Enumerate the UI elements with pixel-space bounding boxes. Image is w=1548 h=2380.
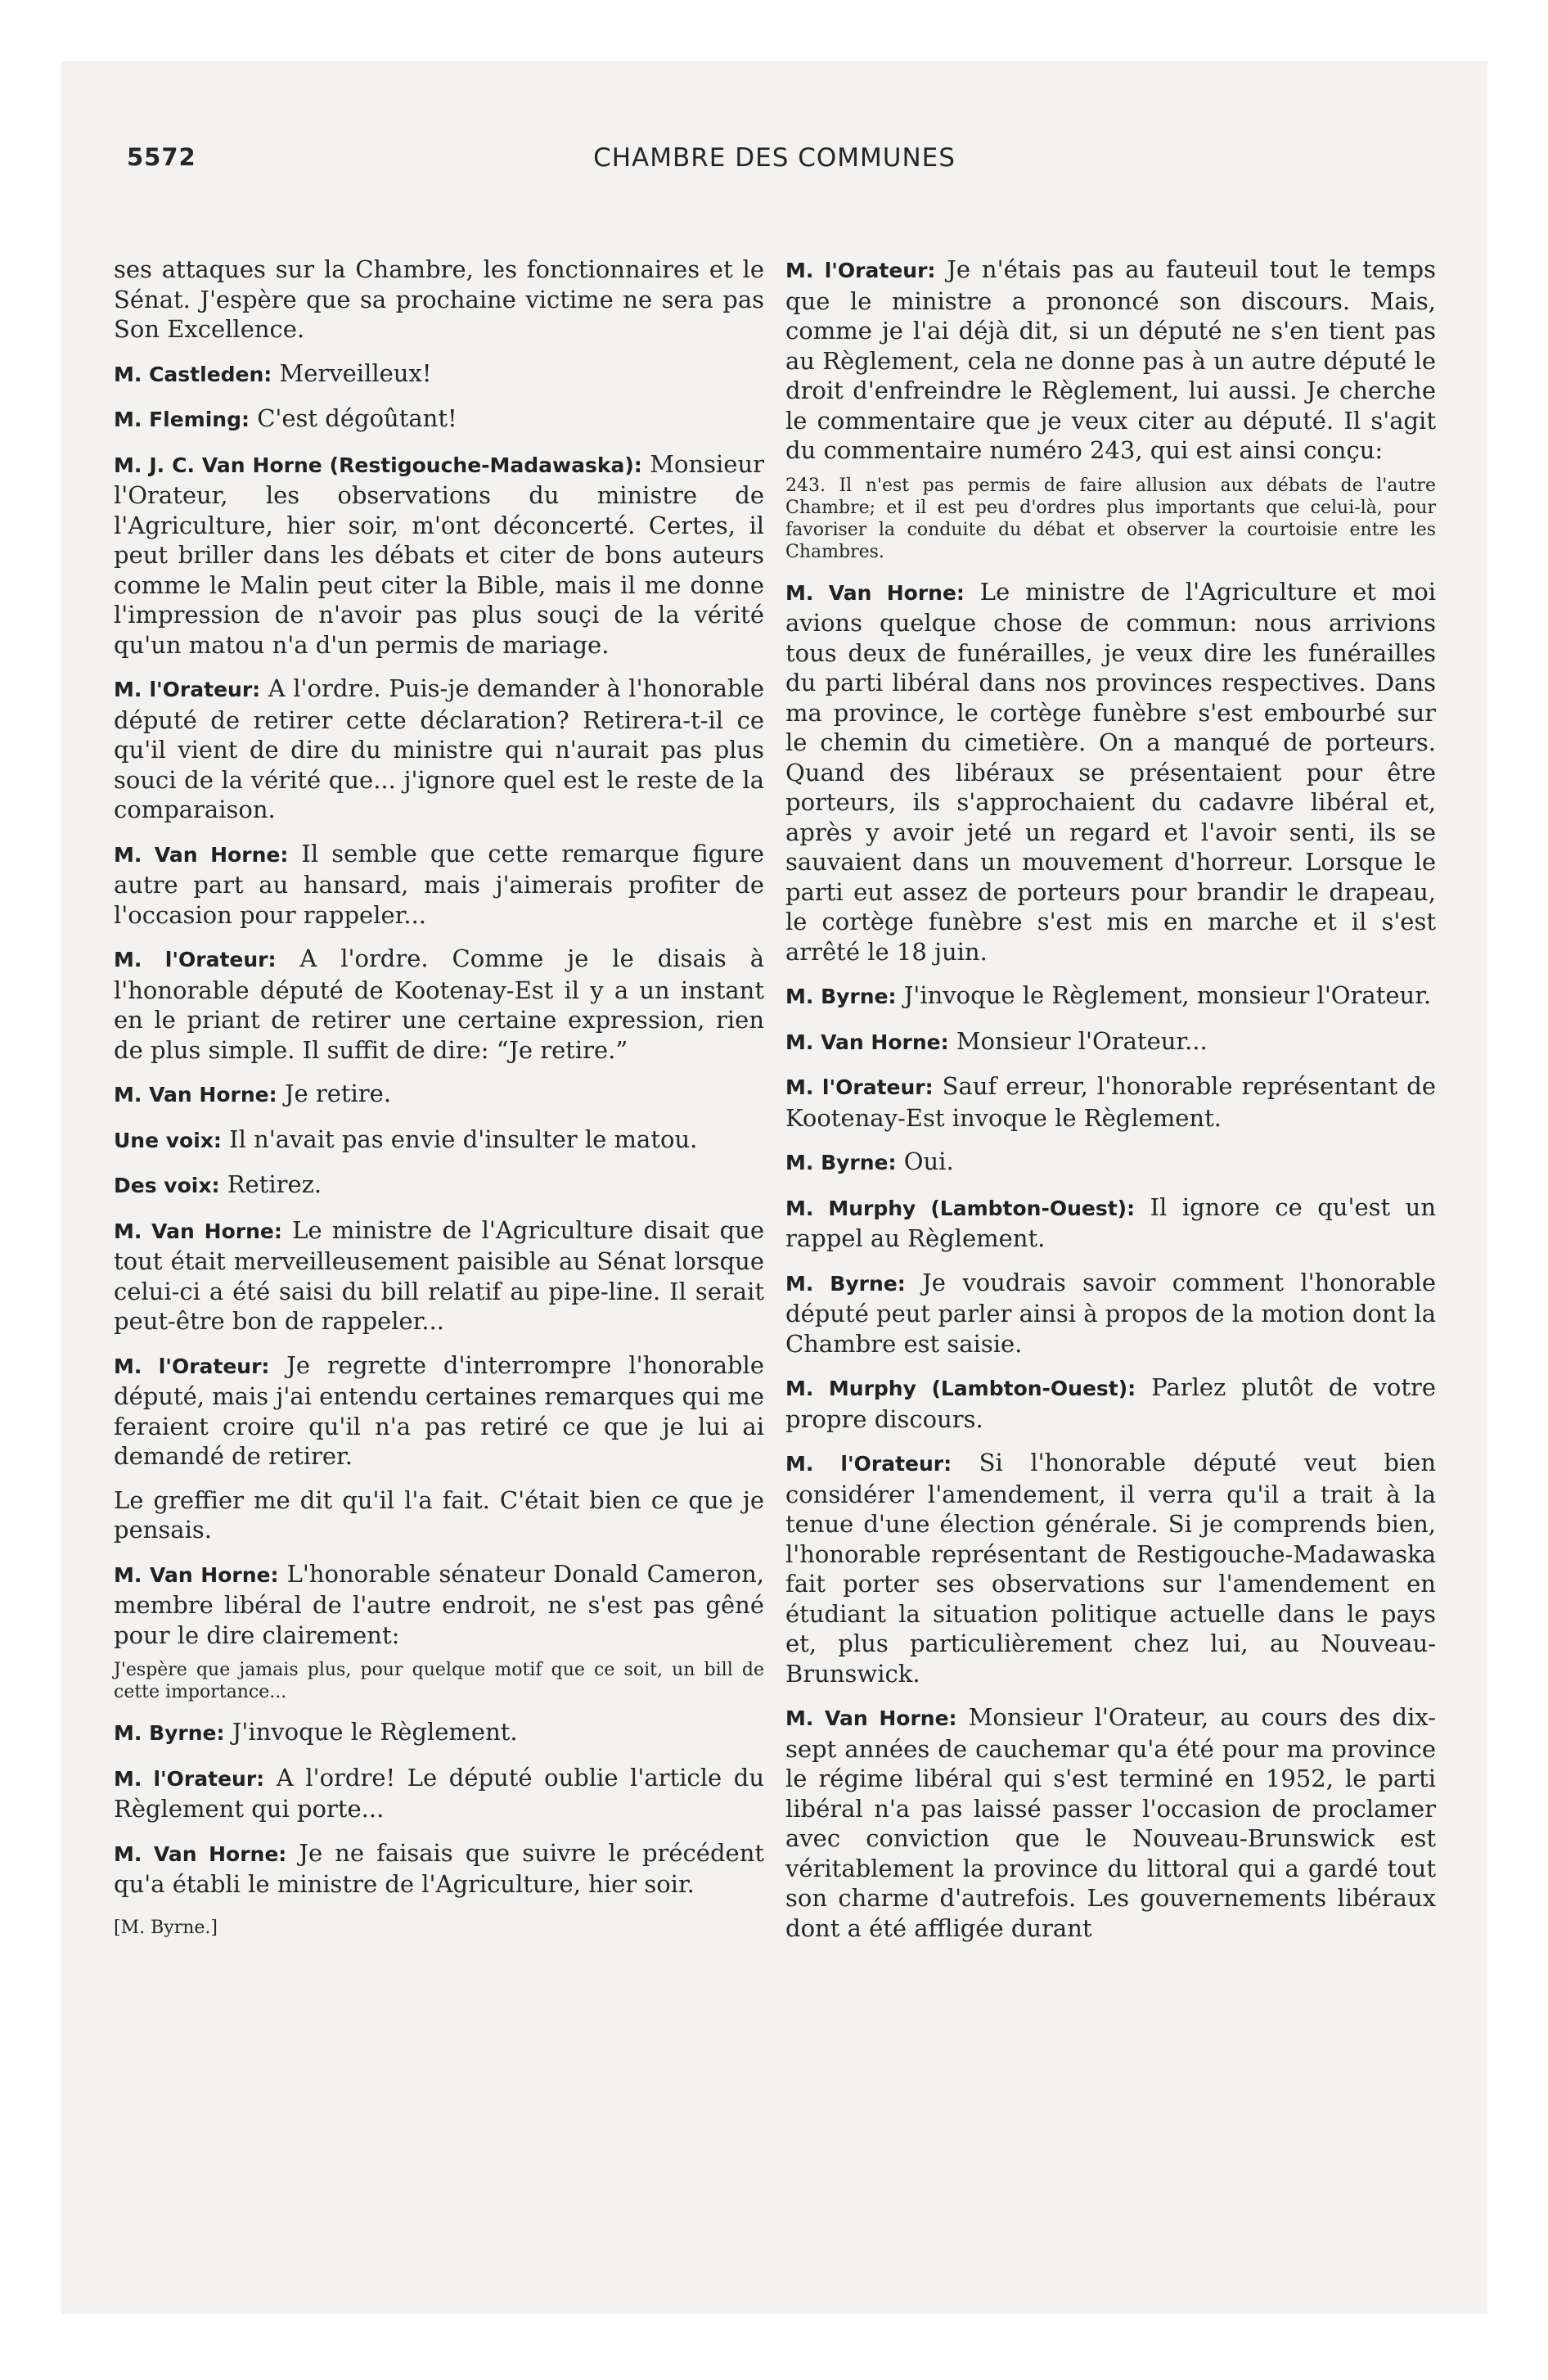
paragraph-text: Il ignore ce qu'est un rappel au Règlement. xyxy=(785,1192,1437,1252)
speaker-name: M. Van Horne: xyxy=(785,1030,949,1054)
paragraph-text: Oui. xyxy=(903,1147,954,1175)
paragraph-text: Retirez. xyxy=(227,1170,322,1198)
paragraph-text: Le greffier me dit qu'il l'a fait. C'était bien ce que je pensais. xyxy=(114,1485,764,1544)
paragraph xyxy=(114,1763,764,1824)
speaker-attribution: [M. Byrne.] xyxy=(114,1917,218,1938)
paragraph-text: ses attaques sur la Chambre, les fonctionnaires et le Sénat. J'espère que sa prochaine victime ne sera pas Son Excellence. xyxy=(114,255,764,343)
paragraph xyxy=(785,1026,1436,1058)
speaker-name: M. l'Orateur: xyxy=(785,259,936,282)
speaker-name: M. Van Horne: xyxy=(114,1219,282,1243)
paragraph-text: Il n'avait pas envie d'insulter le matou. xyxy=(229,1125,698,1153)
paragraph xyxy=(114,1485,764,1545)
speaker-name: M. Murphy (Lambton-Ouest): xyxy=(785,1196,1136,1220)
paragraph xyxy=(114,1215,764,1336)
speaker-name: M. Van Horne: xyxy=(114,842,289,867)
paragraph xyxy=(785,1147,1436,1179)
paragraph xyxy=(114,1717,764,1749)
paragraph-text: Monsieur l'Orateur, les observations du ministre de l'Agriculture, hier soir, m'ont déconcerté. Certes, il peut briller dans les débats et citer de bons auteurs comme le Malin peut citer la Bible, mais il me donne l'impression de n'avoir pas plus souçi de la vérité qu'un matou n'a d'un permis de mariage. xyxy=(114,449,764,659)
speaker-name: M. Byrne: xyxy=(785,1151,897,1174)
paragraph xyxy=(785,1702,1436,1943)
paragraph-text: A l'ordre. Puis-je demander à l'honorable député de retirer cette déclaration? Retirera-t-il ce qu'il vient de dire du ministre qui n'aurait pas plus souci de la vérité que... j'ignore quel est le reste de la comparaison. xyxy=(114,674,764,823)
quoted-passage xyxy=(785,475,1436,563)
speaker-name: M. l'Orateur: xyxy=(114,1354,270,1378)
speaker-name: M. l'Orateur: xyxy=(114,678,261,701)
paragraph xyxy=(114,1079,764,1111)
page-number: 5572 xyxy=(127,143,196,171)
paragraph xyxy=(114,255,764,345)
speaker-name: M. Van Horne: xyxy=(114,1083,277,1107)
paragraph-text: Je regrette d'interrompre l'honorable député, mais j'ai entendu certaines remarques qui me feraient croire qu'il n'a pas retiré ce que je lui ai demandé de retirer. xyxy=(114,1350,764,1470)
paragraph xyxy=(785,980,1436,1012)
paragraph xyxy=(114,944,764,1065)
paragraph xyxy=(114,839,764,931)
paragraph-text: A l'ordre! Le député oublie l'article du Règlement qui porte... xyxy=(114,1763,764,1823)
paragraph-text: Si l'honorable député veut bien considérer l'amendement, il verra qu'il a trait à la tenue d'une élection générale. Si je comprends bien, l'honorable représentant de Restigouche-Madawaska fait porter ses observations sur l'amendement en étudiant la situation politique actuelle dans le pays et, plus particulièrement chez lui, au Nouveau-Brunswick. xyxy=(785,1449,1437,1688)
speaker-name: M. Byrne: xyxy=(114,1721,225,1745)
paragraph xyxy=(785,1268,1436,1359)
paragraph-text: Je ne faisais que suivre le précédent qu'a établi le ministre de l'Agriculture, hier soir. xyxy=(114,1838,765,1898)
speaker-name: M. l'Orateur: xyxy=(785,1075,934,1099)
paragraph xyxy=(114,1838,764,1900)
speaker-name: M. l'Orateur: xyxy=(785,1452,952,1476)
paragraph-text: Je retire. xyxy=(284,1080,392,1107)
page-header xyxy=(127,143,1422,201)
left-column xyxy=(114,255,764,1943)
hansard-page xyxy=(61,61,1487,2314)
paragraph-text: 243. Il n'est pas permis de faire allusion aux débats de l'autre Chambre; et il est peu d'ordres plus importants que celui-là, pour favoriser la conduite du débat et observer la courtoisie entre les Chambres. xyxy=(785,475,1436,562)
paragraph xyxy=(785,255,1436,466)
speaker-name: M. l'Orateur: xyxy=(114,948,277,971)
paragraph xyxy=(114,1559,764,1651)
speaker-name: M. Van Horne: xyxy=(785,580,965,605)
right-column xyxy=(785,255,1436,1957)
paragraph-text: Merveilleux! xyxy=(279,358,432,387)
speaker-name: M. Fleming: xyxy=(114,408,250,431)
paragraph-text: J'espère que jamais plus, pour quelque motif que ce soit, un bill de cette importance... xyxy=(114,1660,764,1702)
speaker-name: M. Byrne: xyxy=(785,1271,906,1296)
speaker-name: M. Byrne: xyxy=(785,985,897,1008)
paragraph-text: C'est dégoûtant! xyxy=(257,404,457,432)
quoted-passage xyxy=(114,1659,764,1703)
paragraph-text: L'honorable sénateur Donald Cameron, membre libéral de l'autre endroit, ne s'est pas gêné pour le dire clairement: xyxy=(114,1559,764,1649)
paragraph xyxy=(114,1350,764,1472)
paragraph xyxy=(785,1373,1436,1434)
speaker-name: Une voix: xyxy=(114,1128,222,1152)
speaker-name: M. J. C. Van Horne (Restigouche-Madawaska): xyxy=(114,453,642,477)
paragraph xyxy=(114,1170,764,1201)
paragraph xyxy=(114,358,764,390)
paragraph xyxy=(114,449,764,660)
speaker-name: Des voix: xyxy=(114,1174,220,1197)
paragraph-text: J'invoque le Règlement. xyxy=(232,1718,518,1746)
paragraph-text: Le ministre de l'Agriculture disait que tout était merveilleusement paisible au Sénat lorsque celui-ci a été saisi du bill relatif au pipe-line. Il serait peut-être bon de rappeler... xyxy=(114,1215,765,1335)
paragraph-text: Je n'étais pas au fauteuil tout le temps que le ministre a prononcé son discours. Mais, comme je l'ai déjà dit, si un député ne s'en tient pas au Règlement, cela ne donne pas à un autre député le droit d'enfreindre le Règlement, lui aussi. Je cherche le commentaire que je veux citer au député. Il s'agit du commentaire numéro 243, qui est ainsi conçu: xyxy=(785,255,1436,464)
paragraph xyxy=(114,403,764,435)
paragraph xyxy=(114,674,764,825)
paragraph-text: Parlez plutôt de votre propre discours. xyxy=(785,1373,1437,1433)
speaker-name: M. Castleden: xyxy=(114,362,272,386)
paragraph-text: A l'ordre. Comme je le disais à l'honorable député de Kootenay-Est il y a un instant en le priant de retirer une certaine expression, rien de plus simple. Il suffit de dire: “Je retire.” xyxy=(114,944,764,1064)
paragraph-text: J'invoque le Règlement, monsieur l'Orateur. xyxy=(903,981,1432,1009)
paragraph-text: Il semble que cette remarque figure autre part au hansard, mais j'aimerais profiter de l'occasion pour rappeler... xyxy=(114,839,765,929)
paragraph-text: Monsieur l'Orateur... xyxy=(956,1026,1208,1055)
speaker-name: M. Van Horne: xyxy=(114,1562,279,1587)
paragraph xyxy=(785,1071,1436,1133)
speaker-name: M. Van Horne: xyxy=(785,1706,957,1730)
running-head: CHAMBRE DES COMMUNES xyxy=(593,143,956,173)
paragraph xyxy=(785,1192,1436,1254)
paragraph-text: Sauf erreur, l'honorable représentant de Kootenay-Est invoque le Règlement. xyxy=(785,1072,1436,1132)
paragraph xyxy=(785,1448,1436,1688)
paragraph-text: Monsieur l'Orateur, au cours des dix-sept années de cauchemar qu'a été pour ma province le régime libéral qui s'est terminé en 1952, le parti libéral n'a pas laissé passer l'occasion de proclamer avec conviction que le Nouveau-Brunswick est véritablement la province du littoral qui a gardé tout son charme d'autrefois. Les gouvernements libéraux dont a été affligée durant xyxy=(785,1703,1437,1942)
paragraph xyxy=(785,577,1436,967)
speaker-name: M. l'Orateur: xyxy=(114,1766,265,1791)
speaker-name: M. Murphy (Lambton-Ouest): xyxy=(785,1377,1136,1400)
paragraph xyxy=(114,1125,764,1156)
speaker-name: M. Van Horne: xyxy=(114,1841,287,1866)
paragraph-text: Le ministre de l'Agriculture et moi avions quelque chose de commun: nous arrivions tous deux de funérailles, je veux dire les funérailles du parti libéral dans nos provinces respectives. Dans ma province, le cortège funèbre s'est embourbé sur le chemin du cimetière. On a manqué de porteurs. Quand des libéraux se présentaient pour être porteurs, ils s'approchaient du cadavre libéral et, après y avoir jeté un regard et l'avoir senti, ils se sauvaient dans un mouvement d'horreur. Lorsque le parti eut assez de porteurs pour brandir le drapeau, le cortège funèbre s'est mis en marche et il s'est arrêté le 18 juin. xyxy=(785,577,1437,966)
paragraph-text: Je voudrais savoir comment l'honorable député peut parler ainsi à propos de la motion dont la Chambre est saisie. xyxy=(785,1268,1437,1358)
